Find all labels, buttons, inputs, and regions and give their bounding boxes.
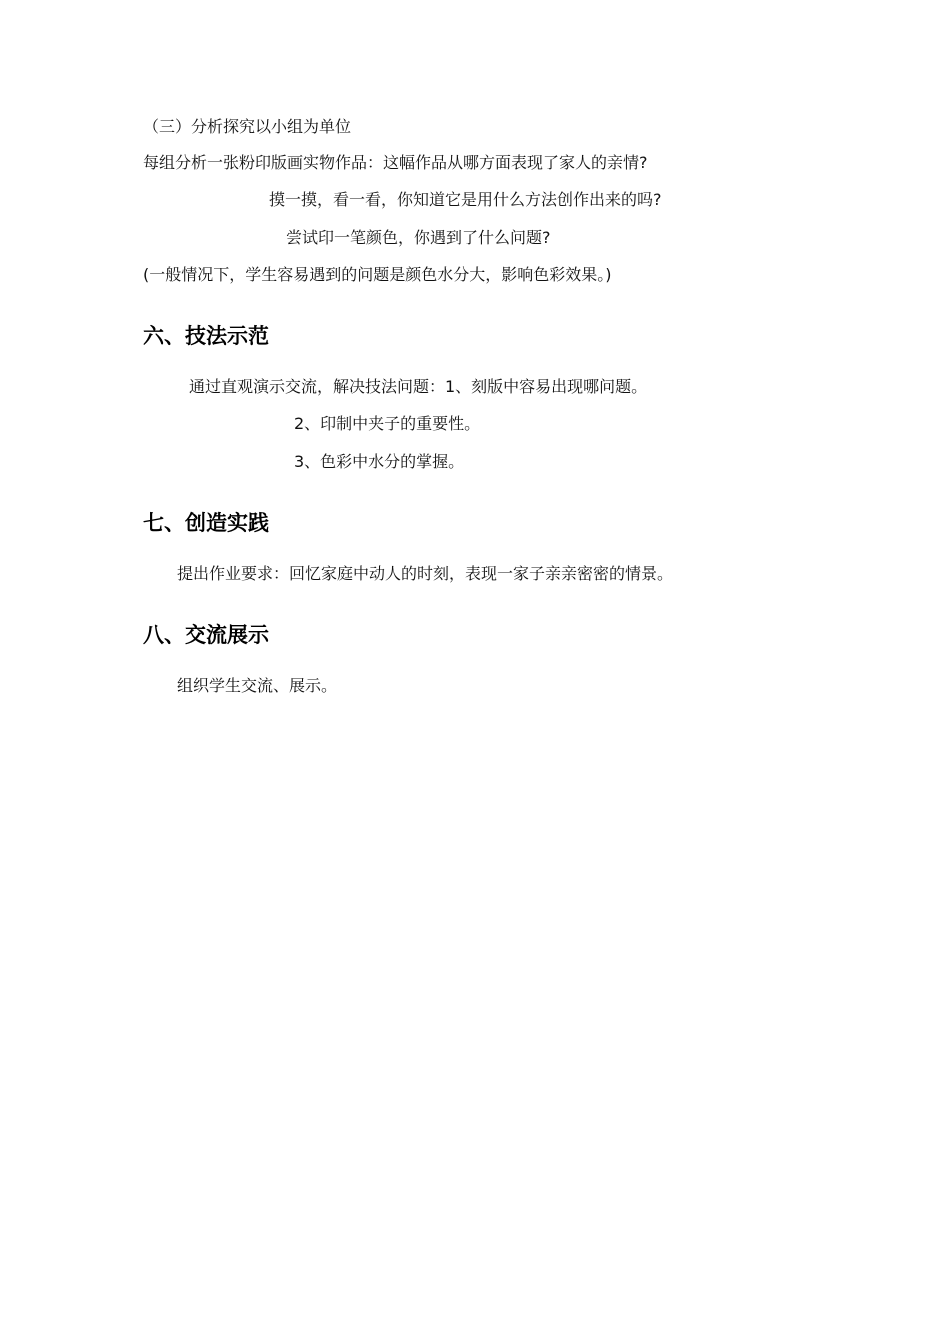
section-seven-heading: 七、创造实践: [143, 511, 269, 535]
section-three-line-1: 每组分析一张粉印版画实物作品：这幅作品从哪方面表现了家人的亲情?: [143, 153, 648, 172]
section-seven-line-1: 提出作业要求：回忆家庭中动人的时刻，表现一家子亲亲密密的情景。: [177, 564, 674, 583]
section-three-line-3: 尝试印一笔颜色，你遇到了什么问题?: [286, 228, 551, 247]
section-three-line-2: 摸一摸，看一看，你知道它是用什么方法创作出来的吗?: [269, 190, 662, 209]
section-three-line-4: (一般情况下，学生容易遇到的问题是颜色水分大，影响色彩效果。): [143, 265, 612, 284]
section-six-line-1: 通过直观演示交流，解决技法问题：1、刻版中容易出现哪问题。: [189, 377, 648, 396]
section-eight-line-1: 组织学生交流、展示。: [177, 676, 338, 695]
section-six-line-3: 3、色彩中水分的掌握。: [294, 452, 465, 471]
section-six-heading: 六、技法示范: [143, 324, 269, 348]
section-six-line-2: 2、印制中夹子的重要性。: [294, 414, 481, 433]
section-eight-heading: 八、交流展示: [143, 623, 269, 647]
section-three-subtitle: （三）分析探究以小组为单位: [143, 117, 352, 136]
